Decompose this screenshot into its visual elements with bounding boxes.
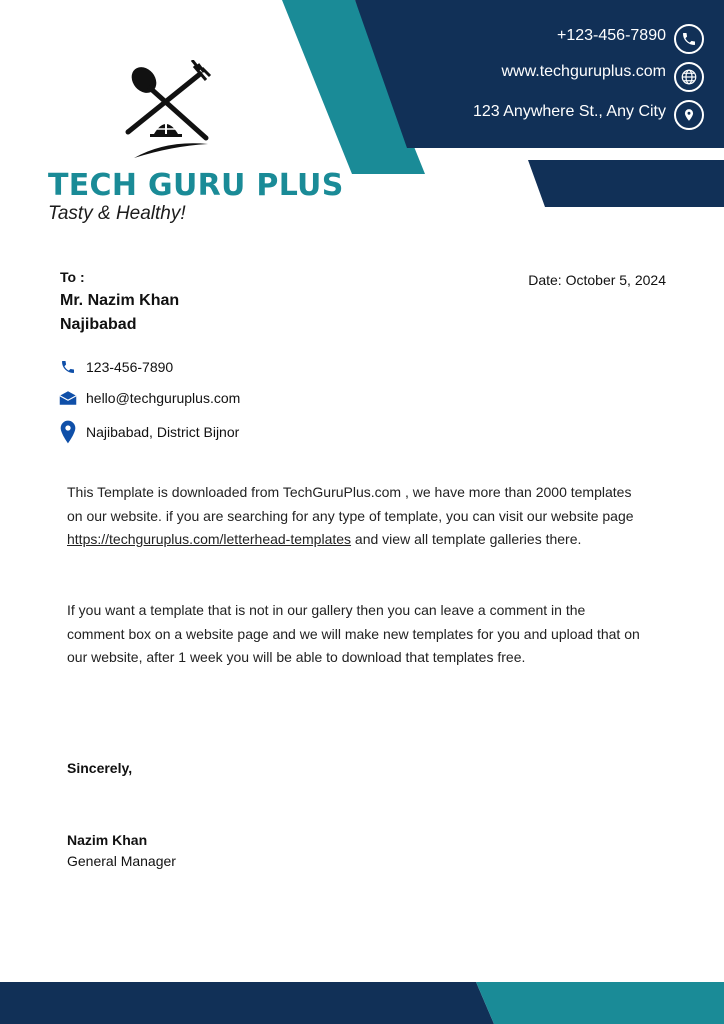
to-label: To :	[60, 269, 85, 285]
phone-icon	[674, 24, 704, 54]
footer-teal-bar	[476, 982, 724, 1024]
recipient-phone: 123-456-7890	[86, 359, 174, 375]
signature-name: Nazim Khan	[67, 832, 148, 848]
letter-date: Date: October 5, 2024	[528, 272, 666, 288]
closing: Sincerely,	[67, 760, 133, 776]
recipient-phone-row	[58, 359, 173, 375]
templates-link[interactable]: https://techguruplus.com/letterhead-templates	[67, 531, 352, 548]
navy-header-accent	[528, 160, 724, 207]
fork-spoon-logo	[120, 60, 212, 162]
recipient-location-row	[58, 420, 239, 444]
location-pin-icon	[674, 100, 704, 130]
brand-name: TECH GURU PLUS	[48, 168, 344, 203]
header-address: 123 Anywhere St., Any City	[473, 103, 666, 120]
globe-icon	[674, 62, 704, 92]
phone-icon	[58, 359, 78, 375]
brand-tagline: Tasty & Healthy!	[48, 203, 186, 224]
location-pin-icon	[58, 420, 78, 444]
recipient-location: Najibabad, District Bijnor	[86, 424, 240, 440]
body-p1-text: This Template is downloaded from TechGuruPlus.com , we have more than 2000 templates on our website. if you are searching for any type of template, you can visit our website page	[67, 484, 634, 524]
body-p1-tail: and view all template galleries there.	[351, 531, 582, 548]
footer-decoration	[0, 982, 724, 1024]
recipient-email[interactable]: hello@techguruplus.com	[86, 390, 241, 406]
recipient-name: Mr. Nazim Khan	[60, 292, 180, 309]
signature-title: General Manager	[67, 853, 176, 869]
header-phone: +123-456-7890	[557, 27, 666, 44]
envelope-icon	[58, 391, 78, 405]
recipient-city: Najibabad	[60, 316, 137, 333]
body-paragraph-1	[67, 481, 642, 552]
footer-navy-bar	[0, 982, 494, 1024]
header-website[interactable]: www.techguruplus.com	[501, 63, 666, 80]
body-paragraph-2: If you want a template that is not in our gallery then you can leave a comment in the comment box on a website page and we will make new templates for you and upload that on our website, after 1 week you will be able to download that templates free.	[67, 602, 640, 666]
recipient-email-row	[58, 390, 240, 406]
